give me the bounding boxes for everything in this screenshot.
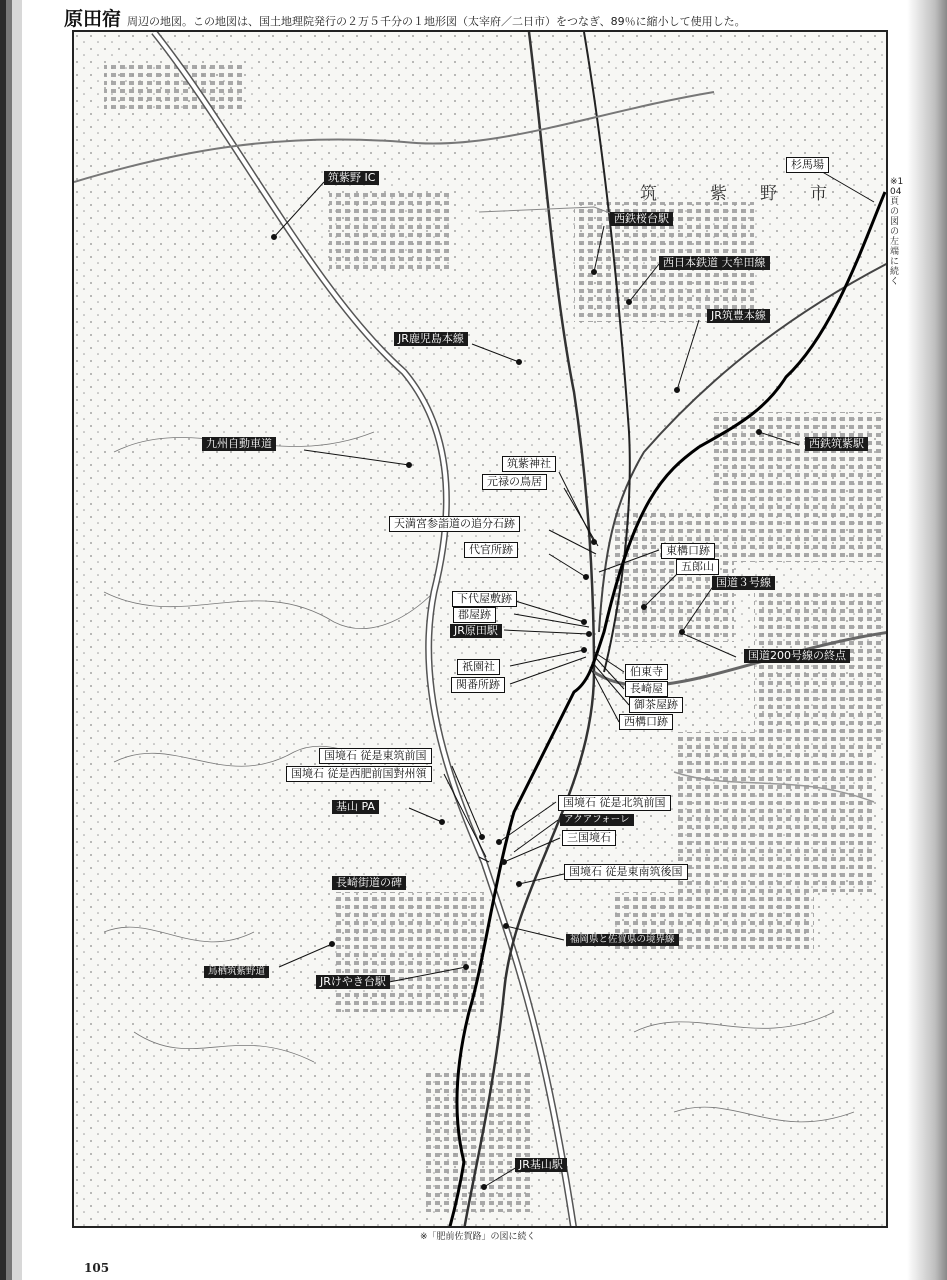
caption-text: 周辺の地図。この地図は、国土地理院発行の２万５千分の１地形図（太宰府／二日市）をつなぎ、89％に縮小して使用した。 (127, 15, 746, 28)
map-label-ochaya: 御茶屋跡 (629, 697, 683, 713)
map-label-gionsha: 祇園社 (457, 659, 500, 675)
map-label-genroku-torii: 元禄の鳥居 (482, 474, 547, 490)
map-label-kunizakai-kita: 国境石 従是北筑前国 (558, 795, 671, 811)
map-label-daikansho: 代官所跡 (464, 542, 518, 558)
map-label-kunizakai-hizen: 国境石 従是西肥前国對州領 (286, 766, 432, 782)
map-label-sangoku: 三国境石 (562, 830, 616, 846)
map-label-nishitetsu-chikushi: 西鉄筑紫駅 (805, 437, 868, 451)
map-label-route3: 国道３号線 (712, 576, 775, 590)
map-label-jr-kiyama: JR基山駅 (515, 1158, 567, 1172)
map-label-nishi-kuchi: 西構口跡 (619, 714, 673, 730)
map-label-aquaforet: アクアフォーレ (560, 814, 634, 826)
map-label-nagasaki-kaido: 長崎街道の碑 (332, 876, 406, 890)
map-label-route200: 国道200号線の終点 (744, 649, 850, 663)
city-name-char: 市 (810, 184, 827, 204)
continuation-note-bottom: ※「肥前佐賀路」の図に続く (420, 1232, 536, 1242)
map-label-tosu-chikushino: 鳥栖筑紫野道 (204, 966, 269, 978)
map-label-shimodaiya: 下代屋敷跡 (452, 591, 517, 607)
city-name-char: 紫 (710, 184, 727, 204)
page-edge-shadow (907, 0, 947, 1280)
map-label-jr-chikuho: JR筑豊本線 (707, 309, 770, 323)
map-label-sugiumaba: 杉馬場 (786, 157, 829, 173)
map-label-pref-border: 福岡県と佐賀県の境界線 (566, 934, 679, 946)
map-frame (72, 30, 888, 1228)
map-label-jr-harada: JR原田駅 (450, 624, 502, 638)
map-label-nishitetsu-omuta: 西日本鉄道 大牟田線 (659, 256, 770, 270)
map-label-nishitetsu-sakuradai: 西鉄桜台駅 (610, 212, 673, 226)
map-label-hakutoji: 伯東寺 (625, 664, 668, 680)
map-label-higashi-kuchi: 東構口跡 (661, 543, 715, 559)
map-label-gorouyama: 五郎山 (676, 559, 719, 575)
map-label-kyushu-expressway: 九州自動車道 (202, 437, 276, 451)
book-spine-shadow (0, 0, 22, 1280)
continuation-note-right: ※104頁の図の左端に続く (890, 177, 904, 287)
map-label-kunizakai-chikugo: 国境石 従是東南筑後国 (564, 864, 688, 880)
city-name-char: 筑 (640, 184, 657, 204)
map-label-jr-kagoshima: JR鹿児島本線 (394, 332, 468, 346)
page-number: 105 (84, 1261, 110, 1275)
map-label-nagasakiya: 長崎屋 (625, 681, 668, 697)
map-label-kunizakai-chikuzen: 国境石 従是東筑前国 (319, 748, 432, 764)
map-label-kooriya: 郡屋跡 (453, 607, 496, 623)
map-label-jr-keyakidai: JRけやき台駅 (316, 975, 390, 989)
map-label-chikushi-shrine: 筑紫神社 (502, 456, 556, 472)
map-label-sekibansho: 関番所跡 (451, 677, 505, 693)
map-label-kiyama-pa: 基山 PA (332, 800, 379, 814)
map-label-tenmangu-oiwake: 天満宮参詣道の追分石跡 (389, 516, 520, 532)
caption-header (64, 4, 904, 30)
place-title: 原田宿 (64, 8, 122, 30)
city-name-char: 野 (760, 184, 777, 204)
map-label-chikushino-ic: 筑紫野 IC (324, 171, 379, 185)
